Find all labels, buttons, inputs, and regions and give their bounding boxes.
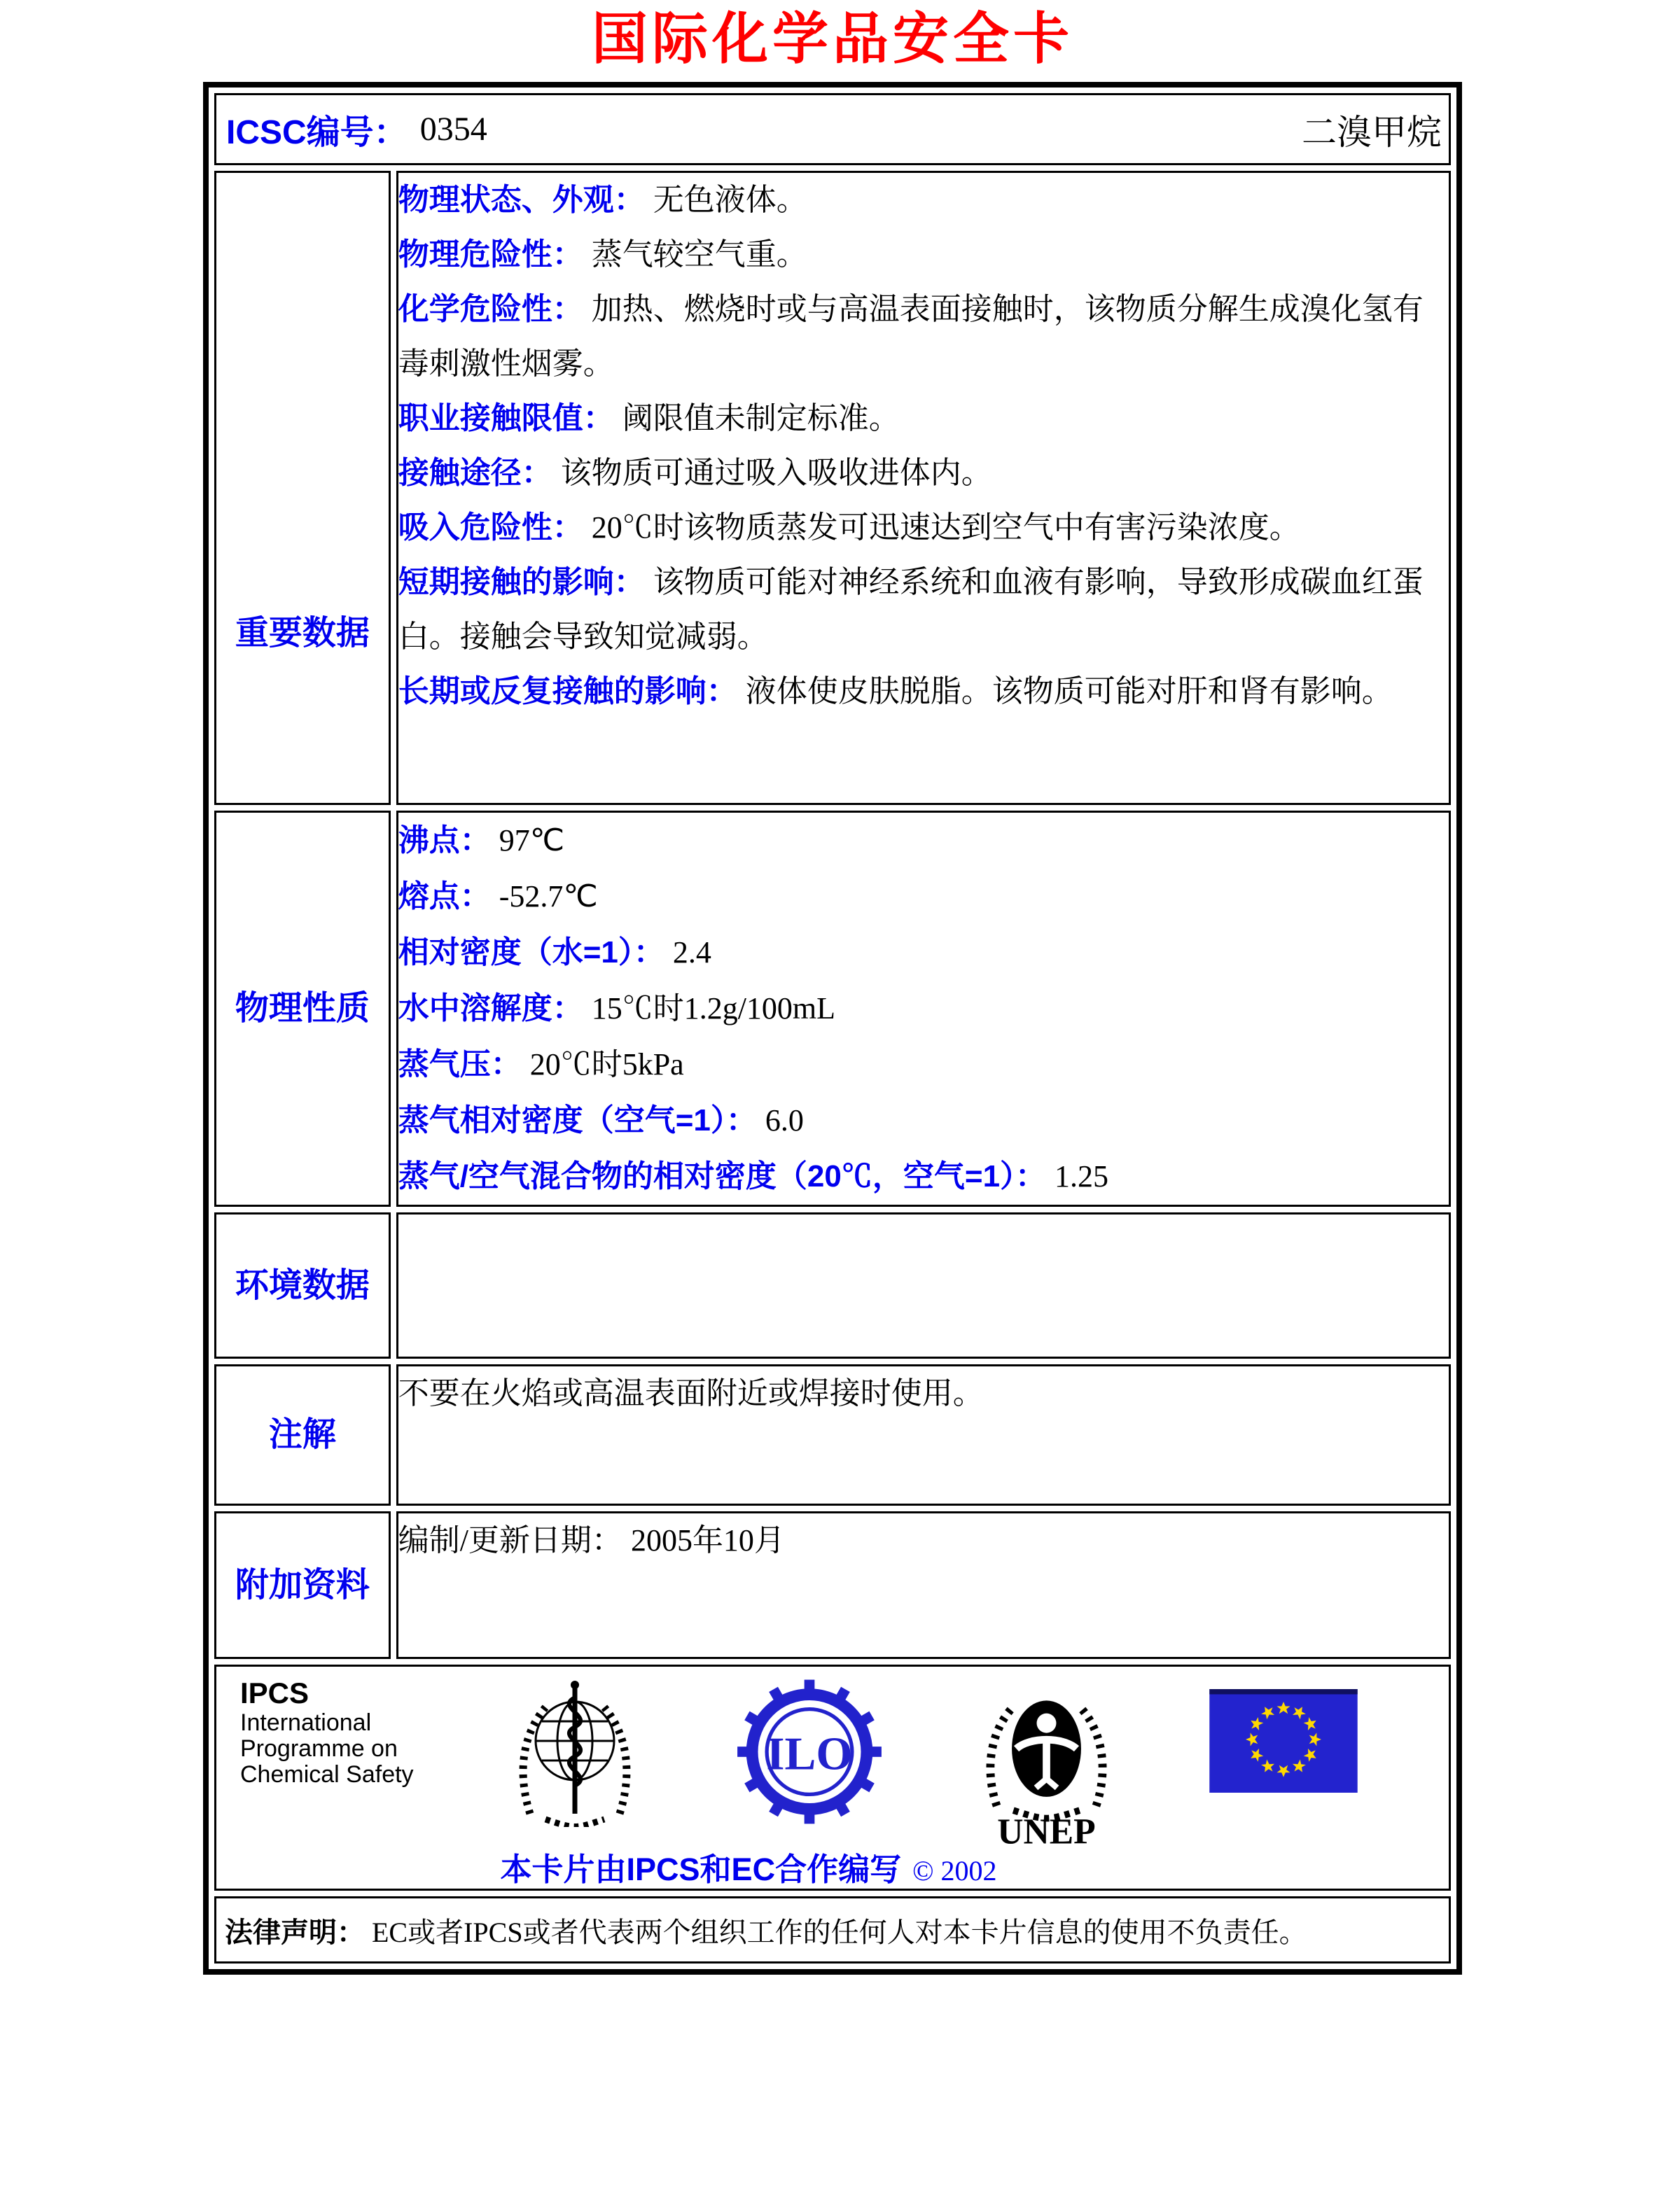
ilo-letters: ILO (766, 1727, 853, 1780)
header-row (214, 93, 1451, 165)
section-row-physical-properties (214, 811, 1451, 1207)
data-entry (398, 1366, 1449, 1421)
unep-wordmark: UNEP (996, 1812, 1096, 1848)
section-content-environmental-data (396, 1212, 1451, 1359)
data-entry (398, 1149, 1449, 1205)
legal-text: EC或者IPCS或者代表两个组织工作的任何人对本卡片信息的使用不负责任。 (372, 1916, 1307, 1948)
section-content-important-data (396, 171, 1451, 805)
entry-value: 20℃时该物质蒸发可迅速达到空气中有害污染浓度。 (591, 510, 1300, 545)
data-entry (398, 446, 1449, 500)
entry-value: 不要在火焰或高温表面附近或焊接时使用。 (398, 1376, 984, 1410)
data-entry (398, 227, 1449, 282)
section-row-additional-info (214, 1511, 1451, 1659)
section-label-important-data: 重要数据 (235, 615, 370, 652)
entry-key: 熔点： (398, 879, 491, 913)
cooperation-caption-text: 本卡片由IPCS和EC合作编写 (500, 1851, 902, 1887)
entry-value: 该物质可通过吸入吸收进体内。 (560, 456, 992, 490)
data-entry (398, 282, 1449, 391)
unep-logo-icon (971, 1676, 1122, 1848)
entry-value: 2.4 (672, 935, 711, 969)
section-content-additional-info (396, 1511, 1451, 1659)
entry-key: 接触途径： (398, 456, 552, 490)
icsc-number-value: 0354 (419, 111, 487, 148)
copyright-text: © 2002 (912, 1855, 997, 1886)
entry-key: 长期或反复接触的影响： (398, 674, 737, 708)
entry-key: 短期接触的影响： (398, 565, 645, 599)
entry-value: 无色液体。 (653, 183, 807, 217)
data-entry (398, 391, 1449, 446)
entry-key: 蒸气/空气混合物的相对密度（20℃，空气=1）： (398, 1159, 1047, 1194)
section-label-notes: 注解 (268, 1416, 336, 1453)
entry-key: 吸入危险性： (398, 510, 583, 545)
ipcs-line: Programme on (240, 1735, 398, 1762)
entry-value: 2005年10月 (630, 1523, 785, 1558)
data-entry (398, 813, 1449, 869)
entry-key: 相对密度（水=1）： (398, 935, 665, 969)
entry-key: 化学危险性： (398, 292, 583, 326)
section-label-physical-properties: 物理性质 (235, 990, 370, 1027)
ipcs-line: Chemical Safety (240, 1761, 414, 1788)
section-label-environmental-data: 环境数据 (235, 1266, 370, 1304)
entry-key: 物理危险性： (398, 237, 583, 272)
icsc-number-label: ICSC编号： (226, 114, 408, 151)
entry-key: 编制/更新日期： (398, 1523, 622, 1558)
cooperation-caption (214, 1852, 1449, 1889)
legal-label: 法律声明： (225, 1917, 365, 1948)
data-entry (398, 1513, 1449, 1568)
section-content-physical-properties (396, 811, 1451, 1207)
eu-flag-icon (1209, 1689, 1358, 1793)
legal-row (214, 1896, 1451, 1963)
entry-key: 沸点： (398, 823, 491, 858)
entry-key: 蒸气压： (398, 1047, 522, 1082)
entry-value: 6.0 (765, 1103, 804, 1138)
entry-key: 职业接触限值： (398, 401, 614, 435)
chemical-name: 二溴甲烷 (1302, 112, 1442, 152)
safety-card-table (203, 82, 1462, 1975)
data-entry (398, 664, 1449, 719)
section-content-notes (396, 1364, 1451, 1506)
entry-value: 15℃时1.2g/100mL (591, 991, 836, 1026)
entry-value: 1.25 (1055, 1159, 1109, 1194)
entry-value: 97℃ (499, 823, 565, 858)
data-entry (398, 555, 1449, 664)
ilo-logo-icon (736, 1676, 883, 1827)
section-row-notes (214, 1364, 1451, 1506)
ipcs-acronym: IPCS (240, 1676, 309, 1709)
who-logo-icon (501, 1676, 648, 1827)
section-label-additional-info: 附加资料 (235, 1566, 370, 1604)
data-entry (398, 869, 1449, 925)
ipcs-line: International (240, 1709, 372, 1736)
entry-value: 液体使皮肤脱脂。该物质可能对肝和肾有影响。 (745, 674, 1393, 708)
entry-value: -52.7℃ (499, 879, 598, 913)
entry-value: 蒸气较空气重。 (591, 237, 807, 272)
data-entry (398, 173, 1449, 227)
section-row-environmental-data (214, 1212, 1451, 1359)
data-entry (398, 1037, 1449, 1093)
entry-value: 阈限值未制定标准。 (622, 401, 900, 435)
logos-row (214, 1665, 1451, 1891)
data-entry (398, 925, 1449, 981)
data-entry (398, 1093, 1449, 1149)
entry-value: 该物质可能对神经系统和血液有影响，导致形成碳血红蛋白。接触会导致知觉减弱。 (398, 565, 1424, 654)
data-entry (398, 500, 1449, 555)
entry-key: 蒸气相对密度（空气=1）： (398, 1103, 757, 1138)
entry-key: 物理状态、外观： (398, 183, 645, 217)
entry-key: 水中溶解度： (398, 991, 583, 1026)
entry-value: 加热、燃烧时或与高温表面接触时，该物质分解生成溴化氢有毒刺激性烟雾。 (398, 292, 1424, 381)
ipcs-text-block (240, 1676, 414, 1788)
section-row-important-data (214, 171, 1451, 805)
entry-value: 20℃时5kPa (529, 1047, 684, 1082)
page-title: 国际化学品安全卡 (592, 8, 1073, 70)
data-entry (398, 981, 1449, 1037)
